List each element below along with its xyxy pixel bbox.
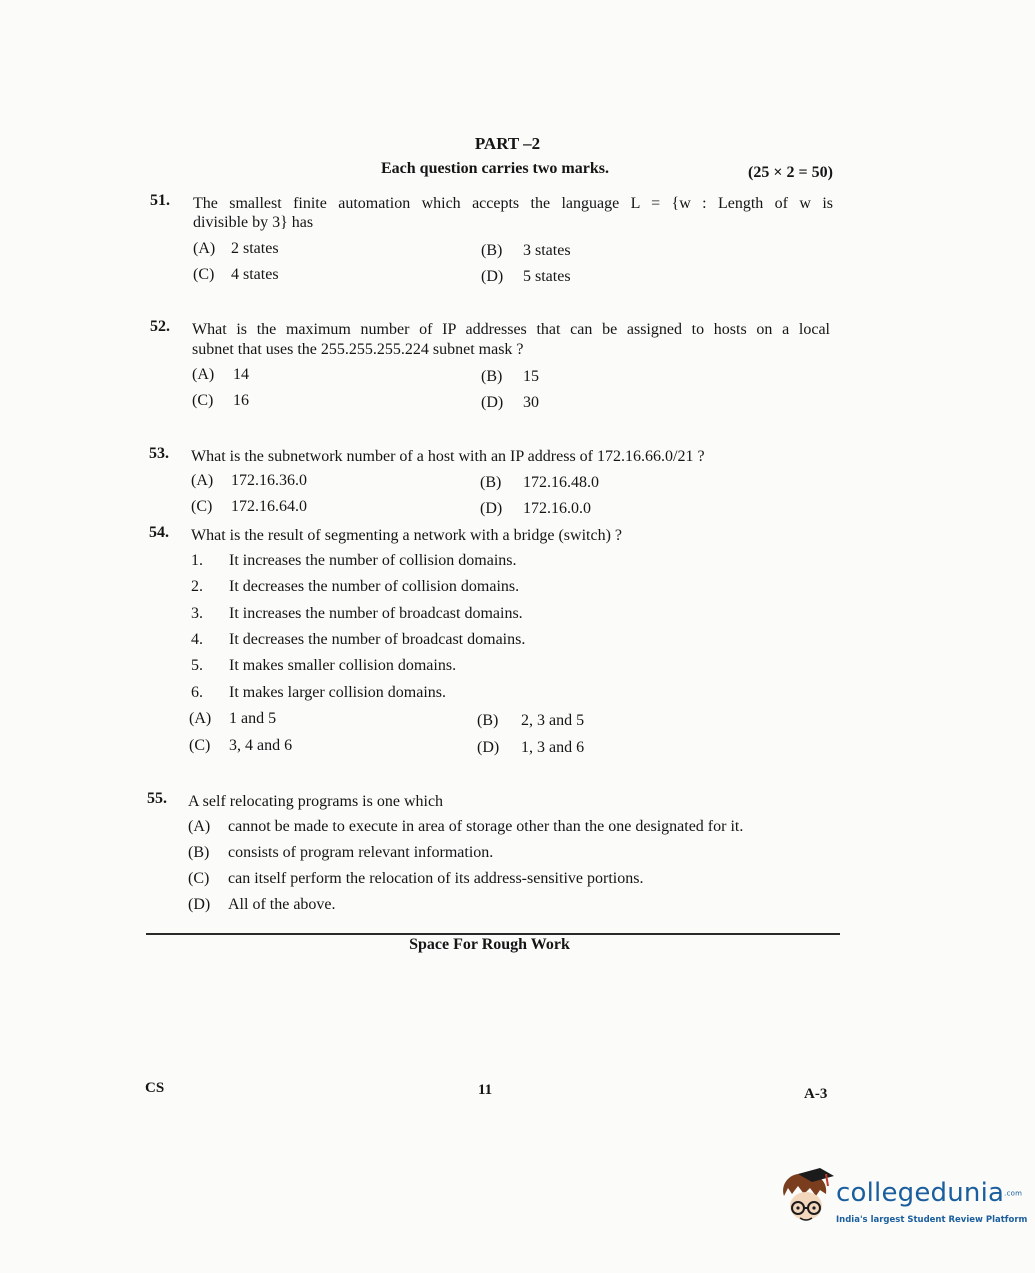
- option-text: All of the above.: [228, 896, 336, 913]
- statement-number: 5.: [191, 657, 203, 674]
- option-c: [188, 870, 643, 888]
- option-c: [189, 737, 292, 755]
- question-number: 55.: [147, 790, 167, 807]
- statement-text: It makes smaller collision domains.: [229, 657, 457, 674]
- statement-text: It makes larger collision domains.: [229, 684, 446, 701]
- option-a: [192, 366, 249, 384]
- option-text: consists of program relevant information.: [228, 844, 494, 861]
- statement-1: [191, 552, 516, 570]
- option-c: [192, 392, 249, 410]
- statement-number: 3.: [191, 605, 203, 622]
- option-label: (A): [192, 366, 215, 383]
- option-label: (C): [188, 870, 210, 887]
- collegedunia-tagline: India's largest Student Review Platform: [836, 1215, 1028, 1225]
- option-label: (B): [188, 844, 210, 861]
- option-label: (B): [481, 242, 503, 259]
- question-text-line: The smallest finite automation which accepts the language L = {w : Length of w is: [193, 195, 833, 212]
- option-label: (C): [189, 737, 211, 754]
- option-text: 15: [523, 368, 539, 385]
- option-text: can itself perform the relocation of its address-sensitive portions.: [228, 870, 644, 887]
- option-text: 4 states: [231, 266, 279, 283]
- option-text: 2 states: [231, 240, 279, 257]
- option-label: (A): [189, 710, 212, 727]
- option-label: (C): [192, 392, 214, 409]
- footer-subject-code: CS: [145, 1080, 165, 1096]
- statement-text: It decreases the number of broadcast domains.: [229, 631, 526, 648]
- option-text: 1, 3 and 6: [521, 739, 585, 756]
- option-label: (A): [188, 818, 211, 835]
- option-label: (C): [191, 498, 213, 515]
- option-b: [477, 712, 584, 730]
- question-text-line: What is the subnetwork number of a host with an IP address of 172.16.66.0/21 ?: [191, 448, 705, 465]
- question-number: 54.: [149, 524, 169, 541]
- question-text-line: divisible by 3} has: [193, 214, 314, 231]
- option-text: 3, 4 and 6: [229, 737, 293, 754]
- question-number: 51.: [150, 192, 170, 209]
- option-label: (C): [193, 266, 215, 283]
- option-a: [189, 710, 276, 728]
- question-number: 53.: [149, 445, 169, 462]
- footer-booklet-code: A-3: [804, 1086, 828, 1102]
- question-number: 52.: [150, 318, 170, 335]
- option-d: [477, 739, 584, 757]
- question-text-line: A self relocating programs is one which: [188, 793, 444, 810]
- statement-6: [191, 684, 446, 702]
- option-d: [481, 394, 539, 412]
- option-label: (D): [188, 896, 211, 913]
- statement-2: [191, 578, 519, 596]
- statement-text: It increases the number of collision domains.: [229, 552, 517, 569]
- rough-work-divider: [146, 933, 840, 935]
- statement-number: 1.: [191, 552, 203, 569]
- option-d: [481, 268, 571, 286]
- option-label: (D): [477, 739, 500, 756]
- option-b: [480, 474, 599, 492]
- question-text-line: What is the maximum number of IP addresses that can be assigned to hosts on a local: [192, 321, 830, 338]
- question-text-line: subnet that uses the 255.255.255.224 subnet mask ?: [192, 341, 524, 358]
- question-text-line: What is the result of segmenting a network with a bridge (switch) ?: [191, 527, 622, 544]
- page-number: 11: [478, 1082, 493, 1098]
- statement-text: It increases the number of broadcast domains.: [229, 605, 523, 622]
- option-text: 172.16.64.0: [231, 498, 307, 515]
- statement-3: [191, 605, 523, 623]
- option-c: [193, 266, 279, 284]
- option-text: 1 and 5: [229, 710, 277, 727]
- option-label: (A): [191, 472, 214, 489]
- option-text: 172.16.36.0: [231, 472, 307, 489]
- option-text: 3 states: [523, 242, 571, 259]
- option-label: (B): [477, 712, 499, 729]
- option-label: (D): [481, 268, 504, 285]
- option-label: (B): [480, 474, 502, 491]
- option-text: 5 states: [523, 268, 571, 285]
- option-text: 16: [233, 392, 249, 409]
- statement-5: [191, 657, 456, 675]
- option-c: [191, 498, 307, 516]
- option-label: (D): [481, 394, 504, 411]
- statement-number: 6.: [191, 684, 203, 701]
- section-instruction: Each question carries two marks.: [381, 160, 609, 177]
- statement-number: 2.: [191, 578, 203, 595]
- collegedunia-logo-text: collegedunia.com: [836, 1178, 1023, 1208]
- statement-4: [191, 631, 525, 649]
- collegedunia-mascot-icon: [776, 1166, 836, 1230]
- option-label: (D): [480, 500, 503, 517]
- option-a: [193, 240, 279, 258]
- option-label: (B): [481, 368, 503, 385]
- option-label: (A): [193, 240, 216, 257]
- option-text: 2, 3 and 5: [521, 712, 585, 729]
- part-heading: PART –2: [474, 134, 541, 153]
- option-b: [481, 368, 539, 386]
- option-text: 14: [233, 366, 249, 383]
- option-text: cannot be made to execute in area of storage other than the one designated for it.: [228, 818, 744, 835]
- option-text: 172.16.48.0: [523, 474, 599, 491]
- rough-work-label: Space For Rough Work: [409, 936, 570, 953]
- option-b: [481, 242, 571, 260]
- statement-number: 4.: [191, 631, 203, 648]
- option-b: [188, 844, 493, 862]
- statement-text: It decreases the number of collision domains.: [229, 578, 520, 595]
- option-a: [188, 818, 743, 836]
- option-text: 172.16.0.0: [523, 500, 591, 517]
- option-d: [480, 500, 591, 518]
- option-a: [191, 472, 307, 490]
- option-d: [188, 896, 336, 914]
- option-text: 30: [523, 394, 539, 411]
- section-marks: (25 × 2 = 50): [748, 164, 833, 181]
